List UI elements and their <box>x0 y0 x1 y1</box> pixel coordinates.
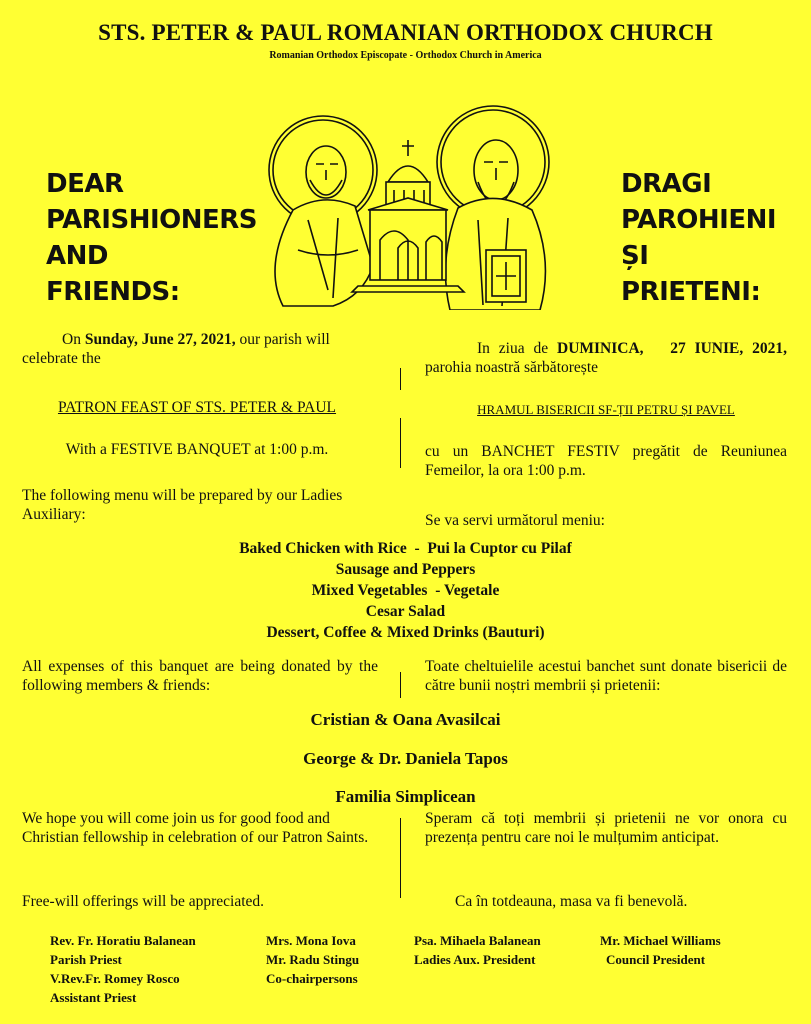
donor-name: George & Dr. Daniela Tapos <box>303 749 508 768</box>
signature-line: Rev. Fr. Horatiu Balanean <box>50 933 196 948</box>
greeting-line: FRIENDS: <box>46 277 180 307</box>
left-column <box>22 330 378 368</box>
signature-line: Mr. Michael Williams <box>600 933 721 948</box>
signature-line: Psa. Mihaela Balanean <box>414 933 541 948</box>
patron-feast-english: PATRON FEAST OF STS. PETER & PAUL <box>57 399 337 416</box>
signature-block-council <box>600 931 721 969</box>
signature-line: Co-chairpersons <box>266 971 358 986</box>
menu-intro-romanian: Se va servi următorul meniu: <box>425 512 605 529</box>
expenses-english: All expenses of this banquet are being donated by the following members & friends: <box>22 658 378 694</box>
banquet-romanian: cu un BANCHET FESTIV pregătit de Reuniunea Femeilor, la ora 1:00 p.m. <box>425 443 787 479</box>
greeting-line: DRAGI <box>621 169 712 199</box>
event-date: Sunday, June 27, 2021, <box>84 331 236 348</box>
signature-line: Parish Priest <box>50 952 122 967</box>
menu-item: Sausage and Peppers <box>335 561 476 578</box>
saints-peter-paul-icon <box>238 100 578 310</box>
greeting-line: PAROHIENI <box>621 205 777 235</box>
hope-romanian: Speram că toți membrii și prietenii ne vor onora cu prezența pentru care noi le mulțumim anticipat. <box>425 810 787 846</box>
greeting-line: DEAR <box>46 169 124 199</box>
signature-block-chairpersons <box>266 931 359 988</box>
menu-item: Baked Chicken with Rice - Pui la Cuptor cu Pilaf <box>239 540 572 557</box>
menu-list <box>0 538 811 643</box>
signature-line: Mrs. Mona Iova <box>266 933 356 948</box>
menu-intro-english: The following menu will be prepared by our Ladies Auxiliary: <box>22 487 343 523</box>
intro-romanian: In ziua de DUMINICA, 27 IUNIE, 2021, parohia noastră sărbătorește <box>425 340 788 376</box>
greeting-line: PRIETENI: <box>621 277 761 307</box>
signature-block-ladies-aux <box>414 931 541 969</box>
signature-line: Assistant Priest <box>50 990 137 1005</box>
church-title: STS. PETER & PAUL ROMANIAN ORTHODOX CHURCH <box>98 20 713 45</box>
signature-line: Council President <box>606 952 706 967</box>
offerings-romanian: Ca în totdeauna, masa va fi benevolă. <box>455 893 688 910</box>
hope-english: We hope you will come join us for good food and Christian fellowship in celebration of our Patron Saints. <box>22 810 369 846</box>
greeting-line: PARISHIONERS <box>46 205 258 235</box>
column-divider <box>400 418 401 468</box>
signature-block-clergy <box>50 931 196 1007</box>
greeting-line: ȘI <box>621 241 649 271</box>
signature-line: V.Rev.Fr. Romey Rosco <box>50 971 180 986</box>
donor-name: Familia Simplicean <box>335 787 476 806</box>
column-divider <box>400 368 401 390</box>
intro-english: On Sunday, June 27, 2021, our parish will celebrate the <box>22 331 330 367</box>
menu-item: Dessert, Coffee & Mixed Drinks (Bauturi) <box>266 624 545 641</box>
signature-line: Ladies Aux. President <box>414 952 536 967</box>
banquet-english: With a FESTIVE BANQUET at 1:00 p.m. <box>65 441 329 458</box>
offerings-english: Free-will offerings will be appreciated. <box>22 893 265 910</box>
greeting-english <box>46 166 257 310</box>
expenses-romanian: Toate cheltuielile acestui banchet sunt donate bisericii de către bunii noștri membrii și prietenii: <box>425 658 787 694</box>
patron-feast-romanian: HRAMUL BISERICII SF-ȚII PETRU ȘI PAVEL <box>477 402 735 417</box>
signature-line: Mr. Radu Stingu <box>266 952 360 967</box>
greeting-romanian <box>621 166 776 310</box>
column-divider <box>400 818 401 898</box>
column-divider <box>400 672 401 698</box>
episcopate-subtitle: Romanian Orthodox Episcopate - Orthodox Church in America <box>269 50 542 61</box>
menu-item: Cesar Salad <box>365 603 446 620</box>
menu-item: Mixed Vegetables - Vegetale <box>311 582 500 599</box>
greeting-line: AND <box>46 241 108 271</box>
donor-name: Cristian & Oana Avasilcai <box>310 710 501 729</box>
